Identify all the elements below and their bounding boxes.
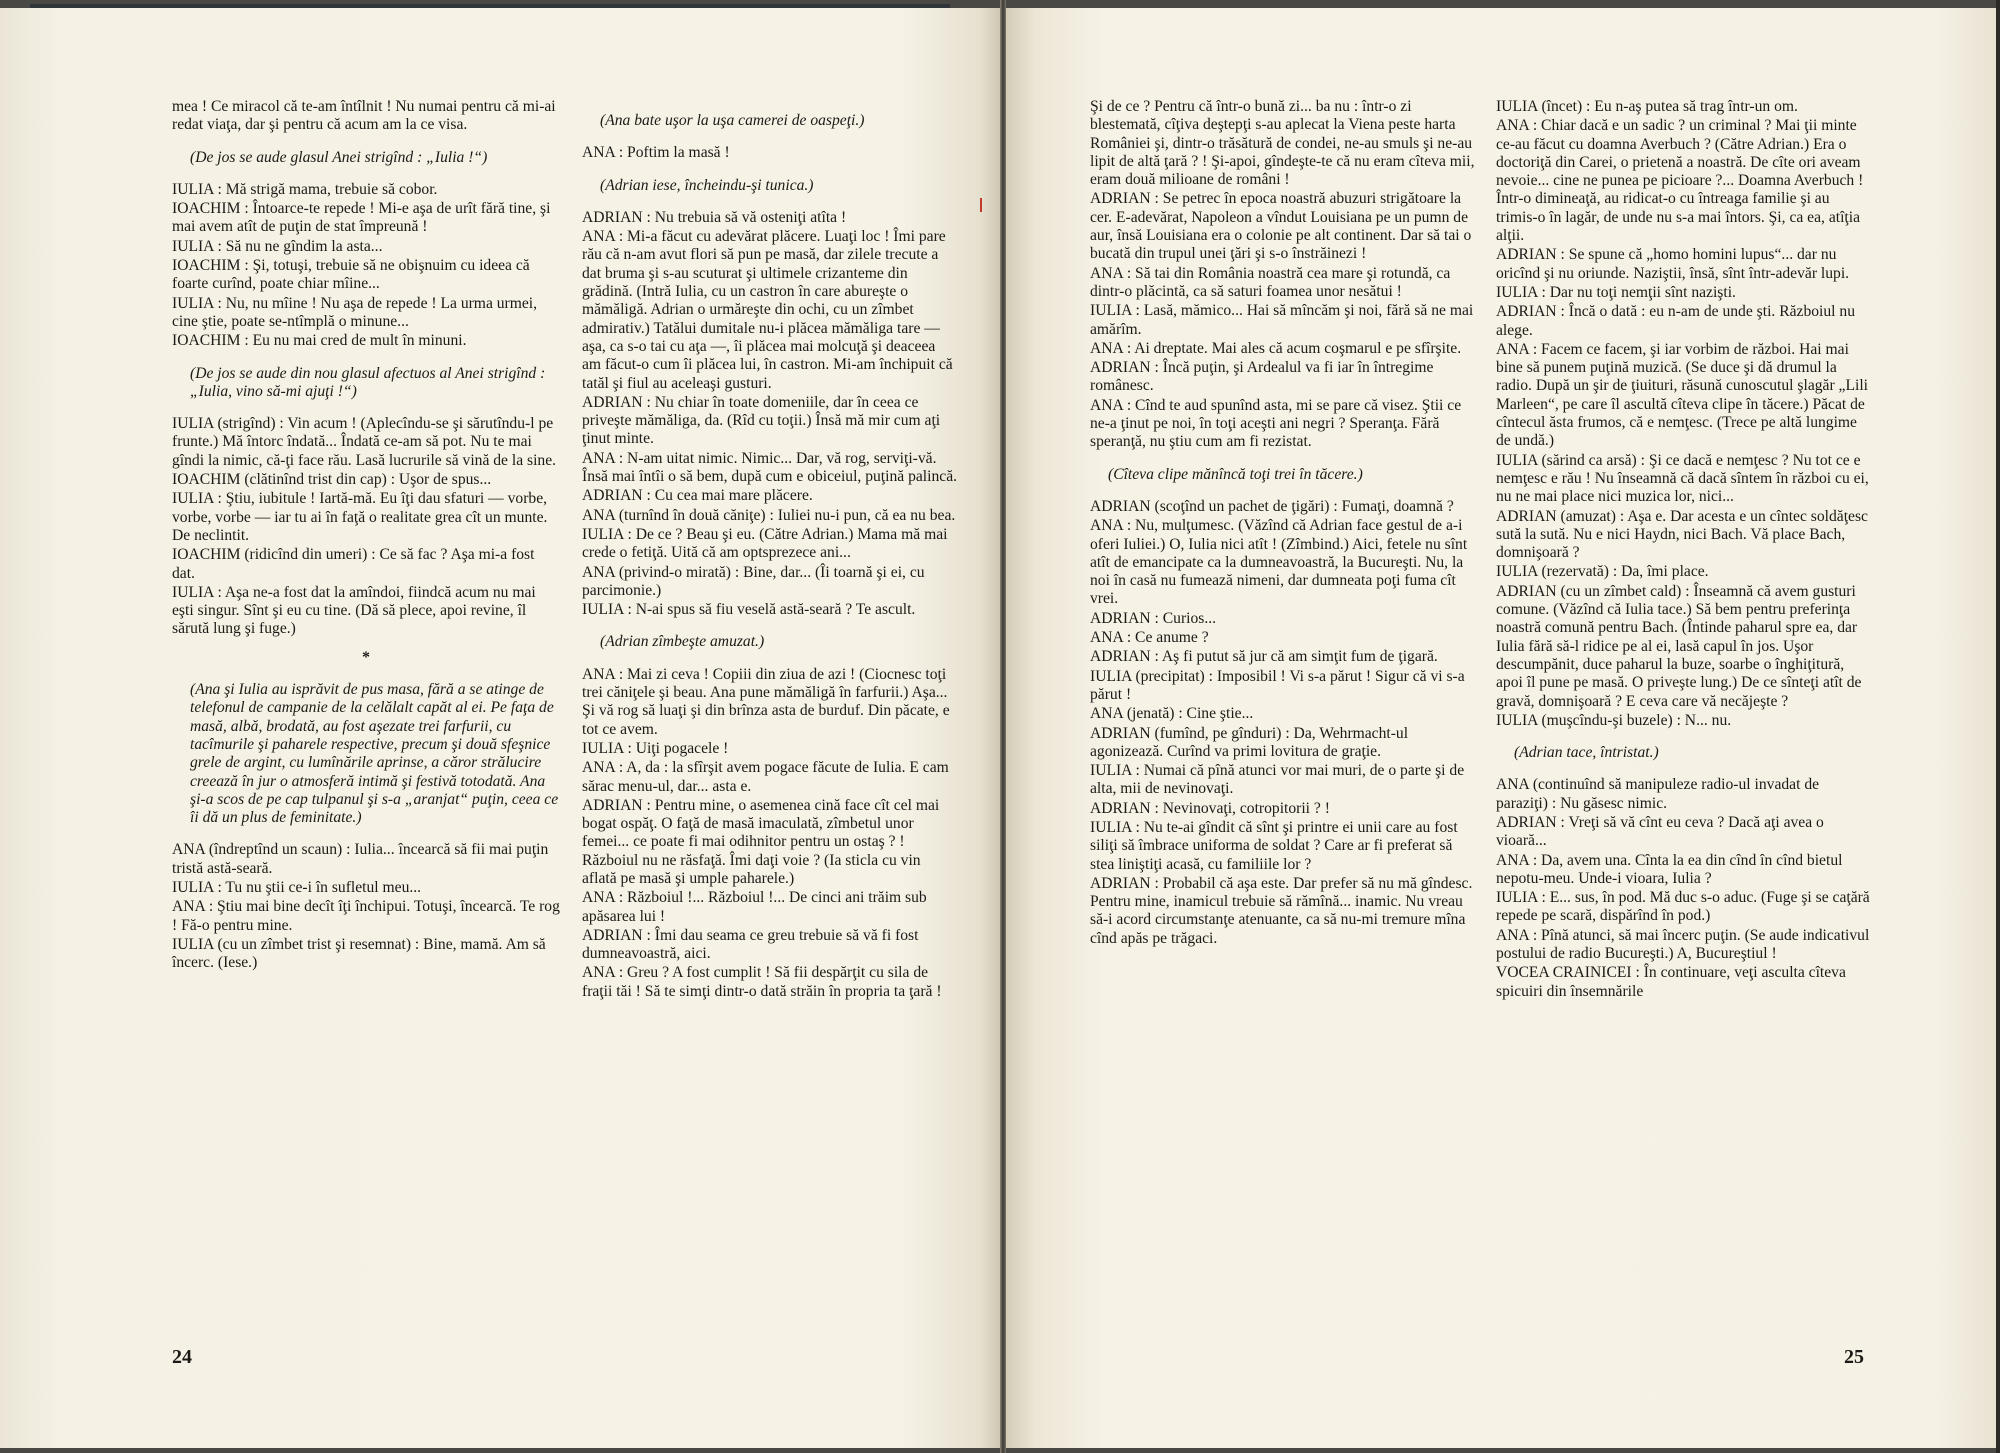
dialogue-line: ADRIAN : Curios...: [1090, 609, 1217, 627]
dialogue-line: IOACHIM : Şi, totuşi, trebuie să ne obişnuim cu ideea că foarte curînd, poate chiar mîine...: [172, 257, 530, 293]
dialogue-line: IULIA (strigînd) : Vin acum ! (Aplecîndu-se şi sărutîndu-l pe frunte.) Mă întorc îndată... Îndată ce-am să pot. Nu te mai gîndi la nimic, că-ţi face rău. Lasă lucrurile să vină de la sine.: [172, 415, 557, 469]
dialogue-line: IULIA : Uiţi pogacele !: [582, 739, 729, 757]
dialogue-line: ADRIAN : Pentru mine, o asemenea cină face cît cel mai bogat ospăţ. O faţă de masă imaculată, zîmbetul unor femei... ce poate fi mai odihnitor pentru un ostaş ? ! Războiul nu ne răsfaţă. Îmi daţi voie ? (Ia sticla cu vin aflată pe masă şi umple paharele.): [582, 796, 940, 887]
stage-direction: (Ana bate uşor la uşa camerei de oaspeţi.): [600, 112, 865, 129]
dialogue-line: ANA : Mai zi ceva ! Copiii din ziua de azi ! (Ciocnesc toţi trei căniţele şi beau. Ana pune mămăligă în farfurii.) Aşa... Şi vă rog să luaţi şi din brînza asta de burduf. Din păcate, e tot ce avem.: [582, 665, 950, 738]
dialogue-line: IULIA : N-ai spus să fiu veselă astă-seară ? Te ascult.: [582, 601, 916, 619]
page-number-right: 25: [1844, 1346, 1864, 1368]
stage-direction: (De jos se aude glasul Anei strigînd : „Iulia !“): [190, 148, 488, 166]
page-number-left: 24: [172, 1346, 192, 1368]
dialogue-line: ANA : Nu, mulţumesc. (Văzînd că Adrian face gestul de a-i oferi Iuliei.) O, Iulia nici atît ! (Zîmbind.) Aici, fetele nu sînt atît de emancipate ca la dumneavoastră, la Bucureşti. Nu, la noi în casă nu fumează nimeni, dar dumneata poţi fuma cît vrei.: [1090, 517, 1468, 608]
dialogue-line: IULIA (cu un zîmbet trist şi resemnat) : Bine, mamă. Am să încerc. (Iese.): [172, 935, 546, 972]
dialogue-line: IULIA : Lasă, mămico... Hai să mîncăm şi noi, fără să ne mai amărîm.: [1090, 302, 1474, 338]
dialogue-line: ANA : Da, avem una. Cînta la ea din cînd în cînd bietul nepotu-meu. Unde-i vioara, Iulia ?: [1496, 851, 1843, 887]
dialogue-line: ANA : Greu ? A fost cumplit ! Să fii despărţit cu sila de fraţii tăi ! Să te simţi dintr-o dată străin în propria ta ţară !: [582, 964, 942, 1000]
dialogue-line: ADRIAN : Cu cea mai mare plăcere.: [582, 487, 813, 505]
dialogue-line: ADRIAN : Se petrec în epoca noastră abuzuri strigătoare la cer. E-adevărat, Napoleon a vîndut Louisiana pe un pumn de aur, însă Louisiana era o colonie pe alt continent. Dar să tai o bucată din trupul unei ţări şi s-o înstrăinezi !: [1090, 190, 1472, 263]
dialogue-line: ADRIAN : Probabil că aşa este. Dar prefer să nu mă gîndesc. Pentru mine, inamicul trebuie să rămînă... inamic. Nu vreau să-i acord circumstanţe atenuante, ca să nu-mi tremure mîna cînd apăs pe trăgaci.: [1090, 874, 1473, 947]
dialogue-line: Şi de ce ? Pentru că într-o bună zi... ba nu : într-o zi blestemată, cîţiva deştepţi s-au aplecat la Viena peste harta României şi, dintr-o trăsătură de condei, ne-au smuls şi ne-au lipit de altă ţară ? ! Şi-apoi, gîndeşte-te că nu eram cîteva mii, eram două milioane de români !: [1090, 98, 1475, 189]
stage-direction: (Adrian iese, încheindu-şi tunica.): [600, 176, 814, 194]
dialogue-line: IULIA : Nu te-ai gîndit că sînt şi printre ei unii care au fost siliţi să îmbrace uniforma de soldat ? Care ar fi preferat să stea liniştiţi acasă, cu familiile lor ?: [1090, 818, 1458, 873]
dialogue-line: ANA : A, da : la sfîrşit avem pogace făcute de Iulia. E cam sărac menu-ul, dar... asta e.: [582, 759, 949, 795]
dialogue-line: ANA : Războiul !... Războiul !... De cinci ani trăim sub apăsarea lui !: [582, 889, 927, 925]
dialogue-line: ANA : Mi-a făcut cu adevărat plăcere. Luaţi loc ! Îmi pare rău că n-am avut flori să pun pe masă, dar zilele trecute a dat bruma şi s-au scuturat şi ultimele crizanteme din grădină. (Intră Iulia, cu un castron în care abureşte o mămăligă. Adrian o urmăreşte din ochi, cu un zîmbet admirativ.) Tatălui dumitale nu-i plăcea mămăliga tare — aşa, ca s-o tai cu aţa —, îi plăcea mai molcuţă şi deaceea am făcut-o cum îi plăcea lui, în castron. Mi-am închipuit că tatăl şi fiul au aceleaşi gusturi.: [582, 228, 953, 392]
dialogue-line: ADRIAN : Îmi dau seama ce greu trebuie să vă fi fost dumneavoastră, aici.: [582, 926, 919, 963]
dialogue-line: ANA : Ştiu mai bine decît îţi închipui. Totuşi, încearcă. Te rog ! Fă-o pentru mine.: [172, 898, 560, 934]
margin-mark: [980, 198, 982, 212]
dialogue-line: IOACHIM : Întoarce-te repede ! Mi-e aşa de urît fără tine, şi mai avem atît de puţin de stat împreună !: [172, 200, 551, 236]
dialogue-line: ANA : Ce anume ?: [1090, 629, 1209, 647]
dialogue-line: ADRIAN (amuzat) : Aşa e. Dar acesta e un cîntec soldăţesc sută la sută. Nu e nici Haydn, nici Bach. Vă place Bach, domnişoară ?: [1496, 507, 1868, 562]
dialogue-line: ADRIAN (fumînd, pe gînduri) : Da, Wehrmacht-ul agonizează. Curînd va primi lovitura de graţie.: [1090, 724, 1409, 760]
left-column-2: [582, 98, 958, 1002]
dialogue-line: IOACHIM : Eu nu mai cred de mult în minuni.: [172, 332, 467, 350]
dialogue-line: IULIA : Aşa ne-a fost dat la amîndoi, fiindcă acum nu mai eşti singur. Sînt şi eu cu tine. (Dă să plece, apoi revine, îl sărută lung şi fuge.): [172, 583, 536, 638]
stage-direction: (Adrian tace, întristat.): [1514, 744, 1659, 762]
dialogue-line: ANA (continuînd să manipuleze radio-ul invadat de paraziţi) : Nu găsesc nimic.: [1496, 776, 1820, 812]
dialogue-line: ANA : Poftim la masă !: [582, 144, 730, 162]
dialogue-line: IULIA : De ce ? Beau şi eu. (Către Adrian.) Mama mă mai crede o fetiţă. Uită că am optsprezece ani...: [582, 525, 948, 562]
dialogue-line: ADRIAN (scoţînd un pachet de ţigări) : Fumaţi, doamnă ?: [1090, 497, 1454, 515]
page-edge: [1996, 0, 2000, 1453]
stage-direction: (Ana şi Iulia au isprăvit de pus masa, fără a se atinge de telefonul de campanie de la celălalt capăt al ei. Pe faţa de masă, albă, brodată, au fost aşezate trei farfurii, cu tacîmurile şi paharele respective, precum şi două sfeşnice grele de argint, cu lumînările aprinse, a căror strălucire creează în jur o atmosferă intimă şi festivă totodată. Ana şi-a scos de pe cap tulpanul şi s-a „aranjat“ puţin, ceea ce îi dă un plus de feminitate.): [190, 681, 559, 827]
dialogue-line: IULIA (încet) : Eu n-aş putea să trag într-un om.: [1496, 98, 1798, 115]
stage-direction: (Adrian zîmbeşte amuzat.): [600, 633, 765, 651]
stage-direction: (De jos se aude din nou glasul afectuos al Anei strigînd : „Iulia, vino să-mi ajuţi !“): [190, 364, 546, 400]
stage-direction: (Cîteva clipe mănîncă toţi trei în tăcere.): [1108, 465, 1363, 483]
dialogue-line: ANA (turnînd în două căniţe) : Iuliei nu-i pun, că ea nu bea.: [582, 506, 956, 524]
right-column-1: [1090, 98, 1478, 949]
dialogue-line: IULIA : Să nu ne gîndim la asta...: [172, 237, 383, 255]
dialogue-line: IULIA : Nu, nu mîine ! Nu aşa de repede ! La urma urmei, cine ştie, poate se-ntîmplă o minune...: [172, 294, 538, 330]
dialogue-line: VOCEA CRAINICEI : În continuare, veţi asculta cîteva spicuiri din însemnările: [1496, 964, 1846, 1000]
dialogue-line: IULIA (precipitat) : Imposibil ! Vi s-a părut ! Sigur că vi s-a părut !: [1090, 667, 1465, 703]
left-page: [0, 8, 1000, 1448]
dialogue-line: ADRIAN : Aş fi putut să jur că am simţit fum de ţigară.: [1090, 648, 1438, 666]
dialogue-line: ADRIAN : Nu trebuia să vă osteniţi atîta !: [582, 208, 847, 226]
scene-break: *: [362, 648, 370, 666]
dialogue-line: ANA : Ai dreptate. Mai ales că acum coşmarul e pe sfîrşite.: [1090, 339, 1462, 357]
dialogue-line: IULIA (sărind ca arsă) : Şi ce dacă e nemţesc ? Nu tot ce e nemţesc e rău ! Nu înseamnă că dacă sîntem în război cu ei, nu ne mai place nici muzica lor, nici...: [1496, 451, 1869, 506]
dialogue-line: IULIA : Dar nu toţi nemţii sînt nazişti.: [1496, 283, 1736, 301]
dialogue-line: ADRIAN (cu un zîmbet cald) : Înseamnă că avem gusturi comune. (Văzînd că Iulia tace.) Să bem pentru preferinţa noastră comună pentru Bach. (Întinde paharul spre ea, dar Iulia fără să-l ridice pe al ei, lasă capul în jos. Uşor descumpănit, duce paharul la buze, soarbe o înghiţitură, apoi îl pune pe masă. O priveşte lung.) De ce sînteţi atît de gravă, domnişoară ? E ceva care vă necăjeşte ?: [1496, 582, 1862, 710]
dialogue-line: IULIA : Ştiu, iubitule ! Iartă-mă. Eu îţi dau sfaturi — vorbe, vorbe, vorbe — iar tu ai în faţă o realitate grea cît un munte. De neclintit.: [172, 490, 548, 544]
dialogue-line: ANA (privind-o mirată) : Bine, dar... (Îi toarnă şi ei, cu parcimonie.): [582, 563, 925, 599]
dialogue-line: ANA : N-am uitat nimic. Nimic... Dar, vă rog, serviţi-vă. Însă mai întîi o să bem, după cum e obiceiul, puţină palincă.: [582, 449, 958, 486]
dialogue-line: ADRIAN : Nevinovaţi, cotropitorii ? !: [1090, 799, 1330, 817]
dialogue-line: ANA (jenată) : Cine ştie...: [1090, 705, 1254, 723]
right-page: [1006, 8, 1996, 1448]
dialogue-line: ADRIAN : Vreţi să vă cînt eu ceva ? Dacă aţi avea o vioară...: [1496, 813, 1824, 850]
right-column-2: [1496, 98, 1874, 1002]
dialogue-line: ADRIAN : Nu chiar în toate domeniile, dar în ceea ce priveşte mămăliga, da. (Rîd cu toţii.) Însă mă mir cum aţi ţinut minte.: [582, 393, 941, 448]
dialogue-line: IULIA : E... sus, în pod. Mă duc s-o aduc. (Fuge şi se caţără repede pe scară, dispărînd în pod.): [1496, 889, 1870, 925]
dialogue-line: ADRIAN : Încă puţin, şi Ardealul va fi iar în întregime românesc.: [1090, 359, 1434, 395]
dialogue-line: IOACHIM (clătinînd trist din cap) : Uşor de spus...: [172, 471, 492, 489]
dialogue-line: ANA : Cînd te aud spunînd asta, mi se pare că visez. Ştii ce ne-a ţinut pe noi, în toţi aceşti ani negri ? Speranţa. Fără speranţă, nu ştiu cum am fi rezistat.: [1090, 396, 1462, 451]
dialogue-line: ADRIAN : Încă o dată : eu n-am de unde şti. Războiul nu alege.: [1496, 303, 1855, 339]
dialogue-line: ANA (îndreptînd un scaun) : Iulia... încearcă să fii mai puţin tristă astă-seară.: [172, 841, 549, 877]
dialogue-line: IULIA : Tu nu ştii ce-i în sufletul meu...: [172, 878, 422, 896]
dialogue-line: ANA : Să tai din România noastră cea mare şi rotundă, ca dintr-o plăcintă, ca să saturi foamea unor nesătui !: [1090, 264, 1451, 300]
dialogue-line: mea ! Ce miracol că te-am întîlnit ! Nu numai pentru că mi-ai redat viaţa, dar şi pentru că acum am la ce visa.: [172, 98, 556, 134]
dialogue-line: IOACHIM (ridicînd din umeri) : Ce să fac ? Aşa mi-a fost dat.: [172, 546, 535, 582]
left-column-1: [172, 98, 560, 973]
dialogue-line: IULIA : Mă strigă mama, trebuie să cobor.: [172, 180, 438, 198]
dialogue-line: IULIA (rezervată) : Da, îmi place.: [1496, 563, 1709, 581]
dialogue-line: ANA : Pînă atunci, să mai încerc puţin. (Se aude indicativul postului de radio Bucureşti.) A, Bucureştiul !: [1496, 926, 1870, 963]
dialogue-line: IULIA : Numai că pînă atunci vor mai muri, de o parte şi de alta, mii de nevinovaţi.: [1090, 762, 1465, 798]
dialogue-line: ADRIAN : Se spune că „homo homini lupus“... dar nu oricînd şi nu oriunde. Naziştii, însă, sînt într-adevăr lupi.: [1496, 246, 1850, 282]
dialogue-line: ANA : Chiar dacă e un sadic ? un criminal ? Mai ţii minte ce-au făcut cu doamna Averbuch ? (Către Adrian.) Era o doctoriţă din Carei, o prietenă a noastră. De cîte ori aveam nevoie... cine ne punea pe picioare ?... Doamna Averbuch ! Într-o dimineaţă, au ridicat-o cu întreaga familie şi au trimis-o în lagăr, de unde nu s-a mai întors. Şi, ca ea, atîţia alţii.: [1496, 117, 1864, 245]
dialogue-line: IULIA (muşcîndu-şi buzele) : N... nu.: [1496, 711, 1732, 729]
dialogue-line: ANA : Facem ce facem, şi iar vorbim de război. Hai mai bine să punem puţină muzică. (Se duce şi dă drumul la radio. După un şir de ţiuituri, răsună cunoscutul şlagăr „Lili Marleen“, pe care îl ascultă cîteva clipe în tăcere.) Păcat de cîntecul ăsta frumos, că e nemţesc. (Trece pe altă lungime de undă.): [1496, 340, 1868, 450]
